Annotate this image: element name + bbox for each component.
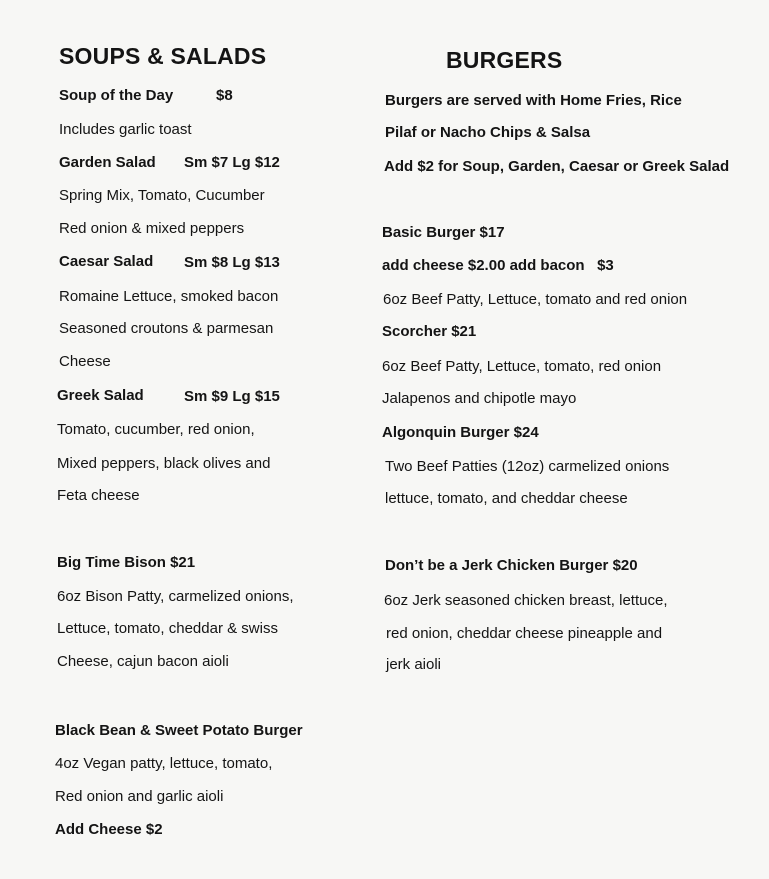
burgers-intro-1: Burgers are served with Home Fries, Rice [385,92,682,109]
basic-burger-desc: 6oz Beef Patty, Lettuce, tomato and red onion [383,291,688,308]
bison-burger-desc-3: Cheese, cajun bacon aioli [57,653,229,670]
garden-salad-price: Sm $7 Lg $12 [184,154,280,171]
garden-salad-desc-1: Spring Mix, Tomato, Cucumber [59,187,265,204]
burgers-intro-2: Pilaf or Nacho Chips & Salsa [385,124,591,141]
basic-burger-name: Basic Burger $17 [382,224,505,241]
burgers-intro-3: Add $2 for Soup, Garden, Caesar or Greek Salad [384,158,730,175]
scorcher-burger-name: Scorcher $21 [382,323,477,340]
soup-of-day-desc: Includes garlic toast [59,121,192,138]
algonquin-burger-desc-1: Two Beef Patties (12oz) carmelized onions [385,458,670,475]
greek-salad-price: Sm $9 Lg $15 [184,388,280,405]
caesar-salad-price: Sm $8 Lg $13 [184,254,280,271]
scorcher-burger-desc-2: Jalapenos and chipotle mayo [382,390,577,407]
bison-burger-desc-2: Lettuce, tomato, cheddar & swiss [57,620,278,637]
jerk-chicken-burger-desc-2: red onion, cheddar cheese pineapple and [386,625,663,642]
bison-burger-name: Big Time Bison $21 [57,554,196,571]
greek-salad-name: Greek Salad [57,387,144,404]
soup-of-day-name: Soup of the Day [59,87,174,104]
greek-salad-desc-3: Feta cheese [57,487,140,504]
jerk-chicken-burger-desc-3: jerk aioli [386,656,442,673]
black-bean-burger-desc-2: Red onion and garlic aioli [55,788,224,805]
jerk-chicken-burger-desc-1: 6oz Jerk seasoned chicken breast, lettuce, [384,592,668,609]
greek-salad-desc-1: Tomato, cucumber, red onion, [57,421,255,438]
caesar-salad-desc-3: Cheese [59,353,111,370]
jerk-chicken-burger-name: Don’t be a Jerk Chicken Burger $20 [385,557,638,574]
basic-burger-addon: add cheese $2.00 add bacon $3 [382,257,614,274]
soup-of-day-price: $8 [216,87,233,104]
caesar-salad-name: Caesar Salad [59,253,154,270]
bison-burger-desc-1: 6oz Bison Patty, carmelized onions, [57,588,294,605]
black-bean-burger-name: Black Bean & Sweet Potato Burger [55,722,303,739]
garden-salad-name: Garden Salad [59,154,156,171]
garden-salad-desc-2: Red onion & mixed peppers [59,220,245,237]
algonquin-burger-name: Algonquin Burger $24 [382,424,539,441]
black-bean-add-cheese: Add Cheese $2 [55,821,163,838]
black-bean-burger-desc-1: 4oz Vegan patty, lettuce, tomato, [55,755,273,772]
algonquin-burger-desc-2: lettuce, tomato, and cheddar cheese [385,490,628,507]
caesar-salad-desc-2: Seasoned croutons & parmesan [59,320,274,337]
greek-salad-desc-2: Mixed peppers, black olives and [57,455,271,472]
burgers-heading: BURGERS [446,47,563,73]
scorcher-burger-desc-1: 6oz Beef Patty, Lettuce, tomato, red onion [382,358,662,375]
soups-salads-heading: SOUPS & SALADS [59,43,267,69]
caesar-salad-desc-1: Romaine Lettuce, smoked bacon [59,288,279,305]
